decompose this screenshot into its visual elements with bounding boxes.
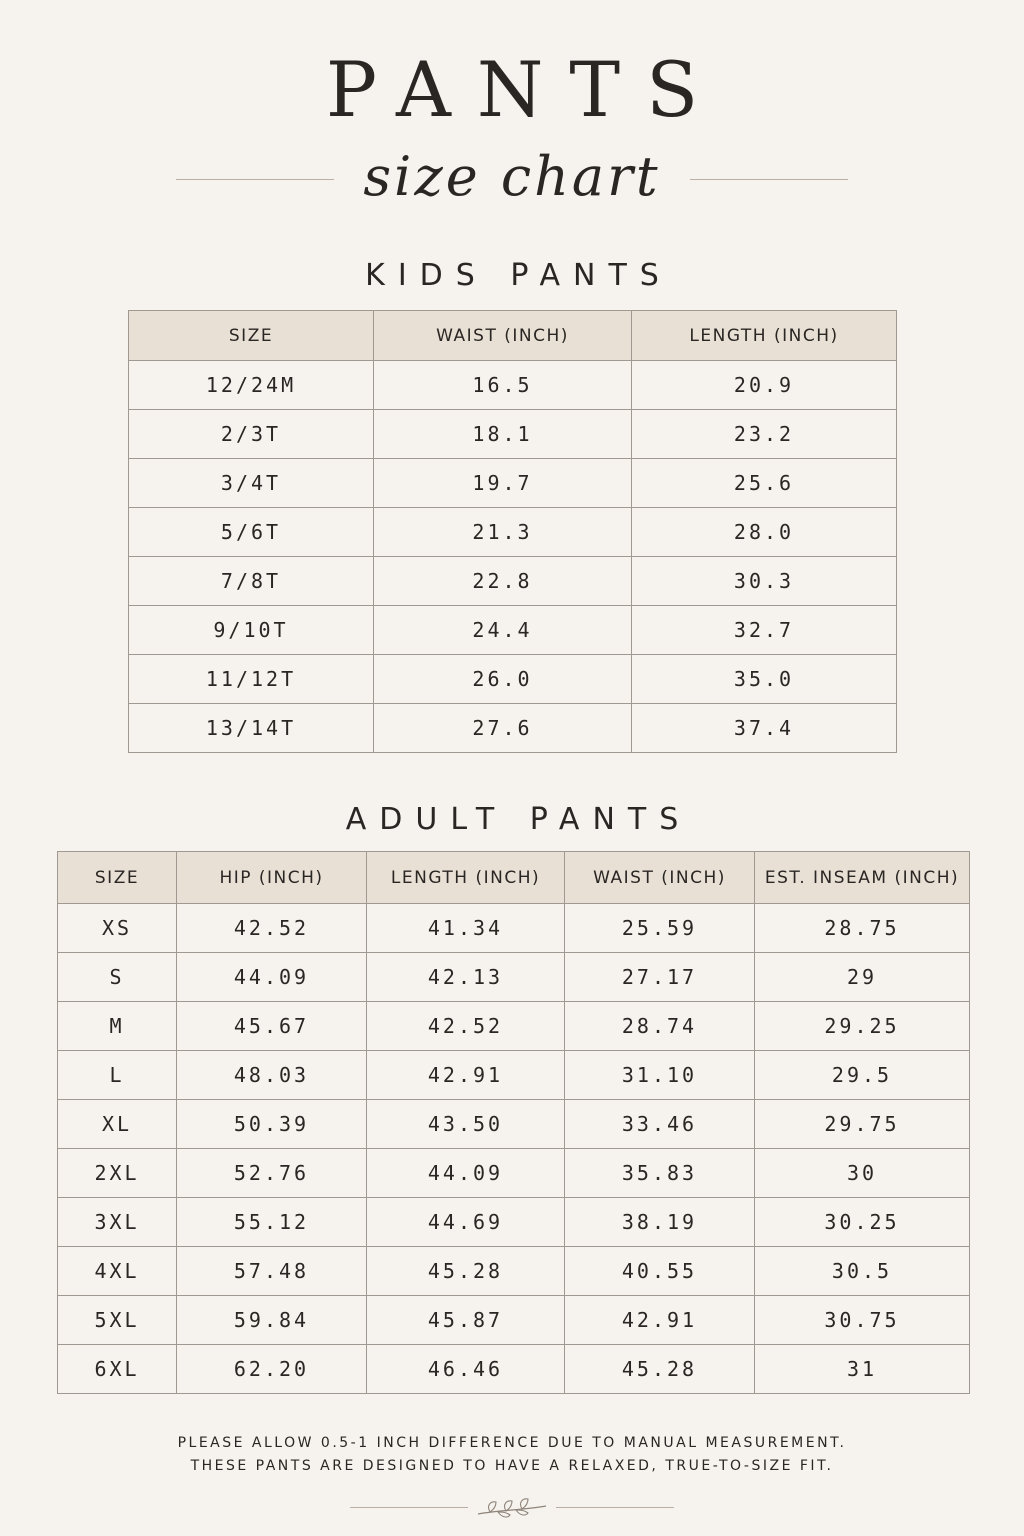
table-row	[58, 904, 970, 953]
cell: L	[58, 1051, 177, 1100]
cell: 42.52	[177, 904, 367, 953]
table-row	[129, 361, 897, 410]
kids-section-title: KIDS PANTS	[365, 258, 672, 293]
adult-size-table	[57, 851, 970, 1394]
page-subtitle: size chart	[363, 145, 661, 208]
cell: 45.67	[177, 1002, 367, 1051]
kids-col-size: SIZE	[129, 311, 374, 361]
footer-rule-left	[350, 1507, 468, 1508]
table-row	[129, 557, 897, 606]
cell: 29	[755, 953, 970, 1002]
cell: 3/4T	[129, 459, 374, 508]
kids-header-row	[129, 311, 897, 361]
table-row	[58, 1051, 970, 1100]
cell: 42.91	[565, 1296, 755, 1345]
cell: 45.28	[565, 1345, 755, 1394]
cell: 13/14T	[129, 704, 374, 753]
cell: 31.10	[565, 1051, 755, 1100]
cell: 18.1	[374, 410, 632, 459]
cell: 45.28	[367, 1247, 565, 1296]
table-row	[58, 1345, 970, 1394]
cell: 30.3	[632, 557, 897, 606]
kids-col-waist: WAIST (INCH)	[374, 311, 632, 361]
cell: 22.8	[374, 557, 632, 606]
cell: 32.7	[632, 606, 897, 655]
cell: 2/3T	[129, 410, 374, 459]
cell: 27.6	[374, 704, 632, 753]
cell: 38.19	[565, 1198, 755, 1247]
adult-col-hip: HIP (INCH)	[177, 852, 367, 904]
cell: 30.5	[755, 1247, 970, 1296]
cell: 4XL	[58, 1247, 177, 1296]
cell: 28.0	[632, 508, 897, 557]
cell: 48.03	[177, 1051, 367, 1100]
cell: 44.69	[367, 1198, 565, 1247]
cell: 28.75	[755, 904, 970, 953]
cell: 35.83	[565, 1149, 755, 1198]
cell: 29.5	[755, 1051, 970, 1100]
cell: 5XL	[58, 1296, 177, 1345]
cell: 50.39	[177, 1100, 367, 1149]
cell: 44.09	[367, 1149, 565, 1198]
table-row	[58, 1002, 970, 1051]
cell: 41.34	[367, 904, 565, 953]
cell: 2XL	[58, 1149, 177, 1198]
cell: 37.4	[632, 704, 897, 753]
table-row	[129, 606, 897, 655]
cell: 19.7	[374, 459, 632, 508]
cell: 26.0	[374, 655, 632, 704]
note-line-2: THESE PANTS ARE DESIGNED TO HAVE A RELAXED, TRUE-TO-SIZE FIT.	[190, 1458, 834, 1474]
cell: 3XL	[58, 1198, 177, 1247]
cell: S	[58, 953, 177, 1002]
cell: 24.4	[374, 606, 632, 655]
table-row	[58, 1100, 970, 1149]
cell: 9/10T	[129, 606, 374, 655]
cell: 35.0	[632, 655, 897, 704]
cell: 46.46	[367, 1345, 565, 1394]
cell: 21.3	[374, 508, 632, 557]
adult-col-size: SIZE	[58, 852, 177, 904]
cell: 31	[755, 1345, 970, 1394]
table-row	[58, 1247, 970, 1296]
adult-col-inseam: EST. INSEAM (INCH)	[755, 852, 970, 904]
cell: XL	[58, 1100, 177, 1149]
leaf-sprig-icon	[472, 1494, 552, 1522]
table-row	[58, 1149, 970, 1198]
cell: 27.17	[565, 953, 755, 1002]
cell: 45.87	[367, 1296, 565, 1345]
cell: 40.55	[565, 1247, 755, 1296]
cell: 42.13	[367, 953, 565, 1002]
cell: 30.25	[755, 1198, 970, 1247]
table-row	[129, 459, 897, 508]
cell: 33.46	[565, 1100, 755, 1149]
table-row	[58, 1198, 970, 1247]
cell: 12/24M	[129, 361, 374, 410]
cell: 11/12T	[129, 655, 374, 704]
cell: 29.25	[755, 1002, 970, 1051]
cell: 30	[755, 1149, 970, 1198]
table-row	[129, 655, 897, 704]
cell: 57.48	[177, 1247, 367, 1296]
adult-col-waist: WAIST (INCH)	[565, 852, 755, 904]
table-row	[129, 410, 897, 459]
adult-header-row	[58, 852, 970, 904]
cell: 7/8T	[129, 557, 374, 606]
cell: 52.76	[177, 1149, 367, 1198]
kids-col-length: LENGTH (INCH)	[632, 311, 897, 361]
cell: 59.84	[177, 1296, 367, 1345]
cell: 55.12	[177, 1198, 367, 1247]
footer-rule-right	[556, 1507, 674, 1508]
cell: XS	[58, 904, 177, 953]
table-row	[58, 1296, 970, 1345]
table-row	[129, 508, 897, 557]
cell: 16.5	[374, 361, 632, 410]
adult-col-length: LENGTH (INCH)	[367, 852, 565, 904]
cell: 42.52	[367, 1002, 565, 1051]
cell: 23.2	[632, 410, 897, 459]
table-row	[58, 953, 970, 1002]
cell: 62.20	[177, 1345, 367, 1394]
kids-size-table	[128, 310, 897, 753]
note-line-1: PLEASE ALLOW 0.5-1 INCH DIFFERENCE DUE TO MANUAL MEASUREMENT.	[177, 1435, 847, 1451]
cell: 42.91	[367, 1051, 565, 1100]
cell: 25.59	[565, 904, 755, 953]
cell: 43.50	[367, 1100, 565, 1149]
page-title: PANTS	[325, 45, 725, 134]
cell: 44.09	[177, 953, 367, 1002]
cell: M	[58, 1002, 177, 1051]
subtitle-rule-left	[176, 179, 334, 180]
cell: 29.75	[755, 1100, 970, 1149]
subtitle-rule-right	[690, 179, 848, 180]
cell: 30.75	[755, 1296, 970, 1345]
cell: 6XL	[58, 1345, 177, 1394]
cell: 5/6T	[129, 508, 374, 557]
adult-section-title: ADULT PANTS	[345, 802, 692, 837]
cell: 25.6	[632, 459, 897, 508]
cell: 28.74	[565, 1002, 755, 1051]
cell: 20.9	[632, 361, 897, 410]
table-row	[129, 704, 897, 753]
subtitle-row	[0, 140, 1024, 220]
